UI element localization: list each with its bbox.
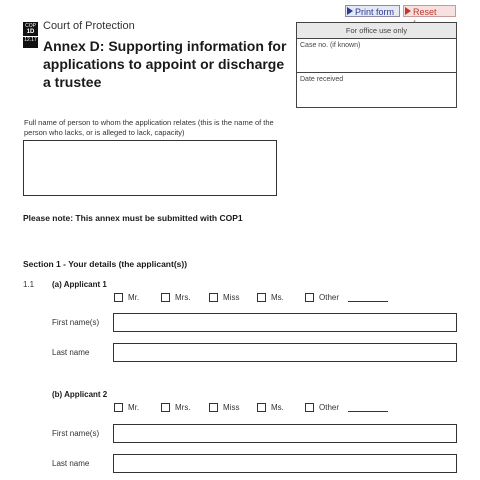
logo-top-text: COP (25, 23, 36, 29)
checkbox[interactable] (257, 403, 266, 412)
title-label: Other (319, 403, 340, 412)
applicant-2-last-name-label: Last name (52, 459, 90, 468)
annex-note: Please note: This annex must be submitted with COP1 (23, 213, 243, 223)
checkbox[interactable] (305, 403, 314, 412)
checkbox[interactable] (305, 293, 314, 302)
title-label: Ms. (271, 293, 284, 302)
reset-form-label: Reset (413, 7, 437, 17)
applicant-2-heading: (b) Applicant 2 (52, 390, 108, 399)
applicant-2-first-name-input[interactable] (113, 424, 457, 443)
applicant-1-first-name-label: First name(s) (52, 318, 100, 327)
cop-logo (23, 22, 38, 48)
title-label: Mrs. (175, 403, 191, 412)
office-use-heading: For office use only (297, 23, 456, 39)
title-label: Mrs. (175, 293, 191, 302)
person-name-input[interactable] (23, 140, 277, 196)
reset-form-button[interactable] (403, 5, 456, 17)
court-name: Court of Protection (43, 20, 135, 32)
print-form-button[interactable] (345, 5, 400, 17)
case-number-label: Case no. (if known) (300, 42, 361, 49)
title-label: Miss (223, 403, 240, 412)
title-label: Mr. (128, 293, 140, 302)
reset-flag-icon (405, 7, 411, 15)
checkbox[interactable] (209, 293, 218, 302)
other-title-input[interactable] (348, 411, 388, 412)
checkbox[interactable] (161, 403, 170, 412)
office-date-field (297, 73, 456, 86)
print-form-label: Print form (355, 7, 395, 17)
question-number: 1.1 (23, 280, 35, 289)
office-use-box (296, 22, 457, 108)
applicant-1-last-name-label: Last name (52, 348, 90, 357)
checkbox[interactable] (257, 293, 266, 302)
applicant-1-heading: (a) Applicant 1 (52, 280, 107, 289)
checkbox[interactable] (209, 403, 218, 412)
applicant-2-first-name-label: First name(s) (52, 429, 100, 438)
date-received-label: Date received (300, 76, 344, 83)
title-label: Mr. (128, 403, 140, 412)
logo-date: 12.17 (24, 37, 37, 43)
logo-form-number: 1D (26, 29, 35, 35)
office-case-field (297, 39, 456, 73)
checkbox[interactable] (161, 293, 170, 302)
checkbox[interactable] (114, 403, 123, 412)
applicant-1-last-name-input[interactable] (113, 343, 457, 362)
title-label: Other (319, 293, 340, 302)
section-1-heading: Section 1 - Your details (the applicant(s)) (23, 259, 188, 269)
applicant-1-first-name-input[interactable] (113, 313, 457, 332)
person-name-label: Full name of person to whom the application relates (this is the name of the person who lacks, or is alleged to lack, capacity) (24, 118, 274, 137)
applicant-2-last-name-input[interactable] (113, 454, 457, 473)
title-label: Ms. (271, 403, 284, 412)
form-title: Annex D: Supporting information for applications to appoint or discharge a trustee (43, 38, 287, 90)
other-title-input[interactable] (348, 301, 388, 302)
title-label: Miss (223, 293, 240, 302)
checkbox[interactable] (114, 293, 123, 302)
print-flag-icon (347, 7, 353, 15)
